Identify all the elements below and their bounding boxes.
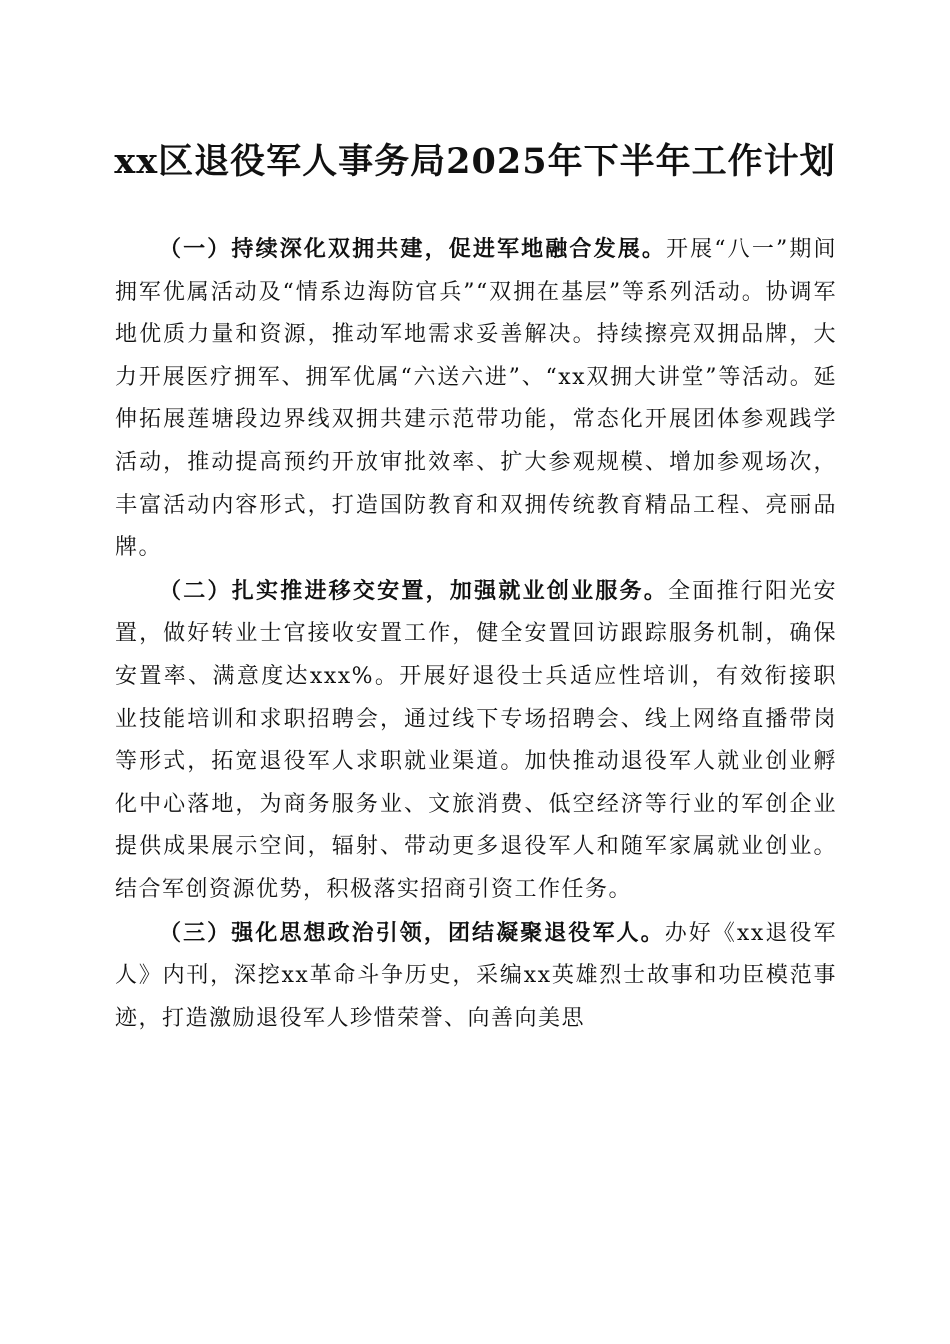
paragraph-1 [115,228,837,570]
paragraph-2-heading: （二）扎实推进移交安置，加强就业创业服务。 [159,577,669,604]
paragraph-2 [115,570,837,912]
document-title: xx区退役军人事务局2025年下半年工作计划 [114,141,836,182]
paragraph-3 [115,912,837,1041]
paragraph-3-heading: （三）强化思想政治引领，团结凝聚退役军人。 [159,919,665,946]
paragraph-1-text: 开展“八一”期间拥军优属活动及“情系边海防官兵”“双拥在基层”等系列活动。协调军地优质力量和资源，推动军地需求妥善解决。持续擦亮双拥品牌，大力开展医疗拥军、拥军优属“六送六进”、“xx双拥大讲堂”等活动。延伸拓展莲塘段边界线双拥共建示范带功能，常态化开展团体参观践学活动，推动提高预约开放审批效率、扩大参观规模、增加参观场次，丰富活动内容形式，打造国防教育和双拥传统教育精品工程、亮丽品牌。 [115,237,837,561]
paragraph-1-heading: （一）持续深化双拥共建，促进军地融合发展。 [159,236,666,262]
document-body [115,228,837,1040]
paragraph-3-text: 办好《xx退役军人》内刊，深挖xx革命斗争历史，采编xx英雄烈士故事和功臣模范事迹，打造激励退役军人珍惜荣誉、向善向美思 [115,920,837,1031]
paragraph-2-text: 全面推行阳光安置，做好转业士官接收安置工作，健全安置回访跟踪服务机制，确保安置率、满意度达xxx%。开展好退役士兵适应性培训，有效衔接职业技能培训和求职招聘会，通过线下专场招聘会、线上网络直播带岗等形式，拓宽退役军人求职就业渠道。加快推动退役军人就业创业孵化中心落地，为商务服务业、文旅消费、低空经济等行业的军创企业提供成果展示空间，辐射、带动更多退役军人和随军家属就业创业。结合军创资源优势，积极落实招商引资工作任务。 [115,578,837,902]
